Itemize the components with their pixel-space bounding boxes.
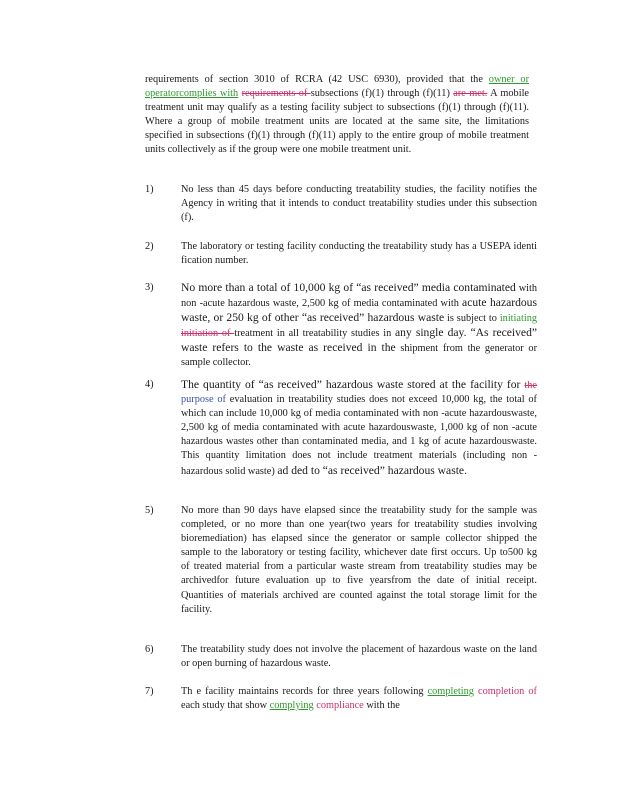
deleted-text: the xyxy=(524,380,537,391)
item-number: 2) xyxy=(145,241,154,252)
item-text xyxy=(181,643,537,671)
item-3-bold-1: No more than a total of 10,000 kg of “as received” media contaminated xyxy=(181,281,516,294)
item-3-bold-2: acute hazardous waste, or 250 kg of other “as received” hazardous waste xyxy=(181,296,537,325)
item-number: 1) xyxy=(145,184,154,195)
item-4-text-1: evaluation in treatability studies does not exceed 10,000 kg, the total of which can include 10,000 kg of media contaminated with non -acute hazardouswaste, 2,500 kg of media contaminated with acute hazardouswaste, 1,000 kg of non -acute hazardous wastes other than contaminated media, and 1 kg of acute hazardouswaste. This quantity limitation does not include treatment materials (including non -hazardous solid waste) xyxy=(181,394,537,477)
item-6-text: The treatability study does not involve the placement of hazardous waste on the land or open burning of hazardous waste. xyxy=(181,644,537,670)
inserted-text: complying xyxy=(269,700,314,712)
item-text xyxy=(181,378,537,479)
item-number: 6) xyxy=(145,644,154,655)
item-7-text-1: Th e facility maintains records for three years following xyxy=(181,686,428,697)
inserted-text: owner or operatorcomplies with xyxy=(145,74,529,100)
inserted-text: completing xyxy=(427,686,474,697)
item-3-text-4: shipment from the generator or sample collector. xyxy=(181,343,538,369)
item-2-text: The laboratory or testing facility conducting the treatability study has a USEPA identi fication number. xyxy=(181,241,537,267)
item-number: 5) xyxy=(145,505,154,516)
item-text xyxy=(181,504,537,617)
item-4-bold-2: ad ded to “as received” hazardous waste. xyxy=(277,463,467,477)
deleted-text: requirements of xyxy=(241,88,311,100)
item-text xyxy=(181,240,537,268)
item-3-text-3: treatment in all treatability studies in xyxy=(234,328,396,340)
item-1-text: No less than 45 days before conducting treatability studies, the facility notifies the Agency in writing that it intends to conduct treatability studies under this subsection (f). xyxy=(181,184,537,224)
item-number: 3) xyxy=(145,282,154,293)
item-3-text-2: is subject to xyxy=(444,313,500,325)
item-3-text-1: with non -acute hazardous waste, 2,500 kg of media contaminated with xyxy=(181,283,538,310)
deleted-text: initiation of xyxy=(181,328,235,340)
item-7-text-2: each study that show xyxy=(181,700,270,712)
item-5-text: No more than 90 days have elapsed since the treatability study for the sample was completed, or no more than one year(two years for treatability studies involving bioremediation) has elapsed since the generator or sample collector shipped the sample to the laboratory or testing facility, whichever date first occurs. Up to500 kg of treated material from a particular waste stream from treatability studies may be archivedfor future evaluation up to five yearsfrom the date of initial receipt. Quantities of materials archived are counted against the total storage limit for the facility. xyxy=(181,505,537,615)
deleted-text: are met. xyxy=(453,88,488,100)
item-4-bold-1: The quantity of “as received” hazardous waste stored at the facility for xyxy=(181,378,525,391)
item-3-bold-3: any single day. “As received” waste refers to the waste as received in the xyxy=(181,326,538,355)
item-text xyxy=(181,685,537,713)
inserted-text: purpose of xyxy=(181,394,226,406)
item-text xyxy=(181,281,537,371)
intro-paragraph xyxy=(145,73,529,158)
intro-text-3: A mobile treatment unit may qualify as a testing facility subject to subsections (f)(1) through (f)(11). Where a group of mobile treatment units are located at the same site, the limitations specified in subsections (f)(1) through (f)(11) apply to the entire group of mobile treatment units collectively as if the group were one mobile treatment unit. xyxy=(145,88,529,156)
intro-text-2: subsections (f)(1) through (f)(11) xyxy=(310,88,454,100)
inserted-text: initiating xyxy=(499,313,537,325)
inserted-text-alt: compliance xyxy=(313,700,364,712)
item-text xyxy=(181,183,537,225)
item-number: 4) xyxy=(145,379,154,390)
intro-text-1: requirements of section 3010 of RCRA (42 USC 6930), provided that the xyxy=(145,74,489,85)
item-7-text-3: with the xyxy=(363,700,400,712)
item-number: 7) xyxy=(145,686,154,697)
inserted-text-alt: completion of xyxy=(473,686,537,697)
